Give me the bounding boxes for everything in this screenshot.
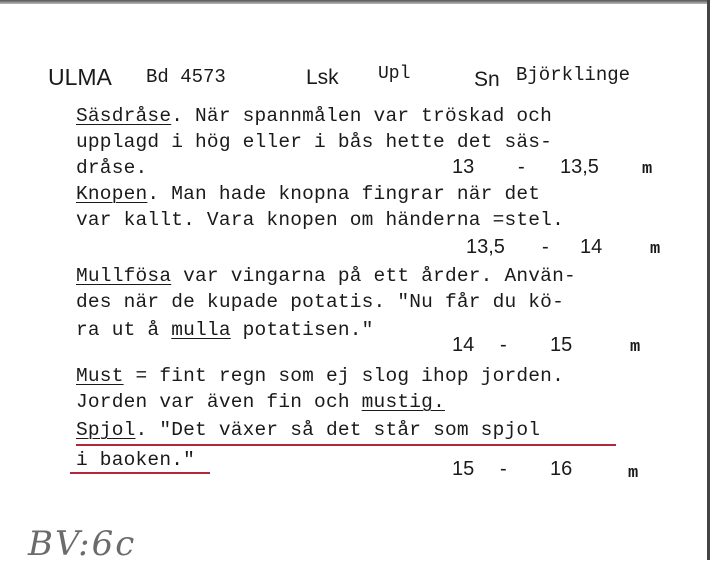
entry-line: des när de kupade potatis. "Nu får du kö- [76,291,564,313]
entry-line [76,390,445,414]
entry-line [76,264,576,288]
archive-code: ULMA [48,64,112,90]
ref-unit: m [650,240,661,259]
entry-term: Säsdråse [76,105,172,127]
ref-dash: - [500,334,507,356]
entry-line: i baoken." [76,449,196,471]
entry-term: Spjol [76,419,136,441]
sn-value: Björklinge [516,64,631,86]
entry-text: . När spannmålen var tröskad och [171,105,553,127]
ref-dash: - [518,156,525,178]
entry-text: . Man hade knopna fingrar när det [147,183,541,205]
entry-term: Knopen [76,183,148,205]
ref-to: 16 [550,458,573,480]
lsk-value: Upl [378,64,411,84]
sn-label: Sn [474,68,500,91]
red-underline [76,444,616,446]
ref-from: 13,5 [466,236,505,258]
entry-text: ra ut å [76,319,172,341]
entry-line [76,104,552,128]
ref-unit: m [628,464,639,483]
entry-term: Must [76,365,124,387]
card-top-edge [0,0,710,4]
entry-text: . "Det växer så det står som spjol [135,419,541,441]
ref-from: 15 [452,458,475,480]
ref-to: 14 [580,236,603,258]
entry-text: = fint regn som ej slog ihop jorden. [123,365,564,387]
ref-to: 13,5 [560,156,599,178]
entry-line [76,182,540,206]
handwritten-annotation: BV:6c [28,524,137,564]
entry-line: var kallt. Vara knopen om händerna =stel. [76,209,564,231]
lsk-label: Lsk [306,66,339,89]
entry-term: Mullfösa [76,265,172,287]
entry-text: Jorden var även fin och [76,391,362,413]
ref-dash: - [500,458,507,480]
entry-line [76,364,564,388]
red-underline [70,472,210,474]
ref-to: 15 [550,334,573,356]
entry-line: dråse. [76,157,148,179]
entry-line [76,418,540,442]
record-number: Bd 4573 [146,66,226,88]
ref-unit: m [630,338,641,357]
entry-line [76,318,374,342]
entry-text: var vingarna på ett årder. Använ- [171,265,576,287]
ref-from: 13 [452,156,475,178]
ref-dash: - [542,236,549,258]
underlined-word: mulla [171,319,231,341]
entry-text: potatisen." [230,319,374,341]
ref-unit: m [642,160,653,179]
ref-from: 14 [452,334,475,356]
entry-line: upplagd i hög eller i bås hette det säs- [76,131,553,153]
underlined-word: mustig. [361,391,445,413]
